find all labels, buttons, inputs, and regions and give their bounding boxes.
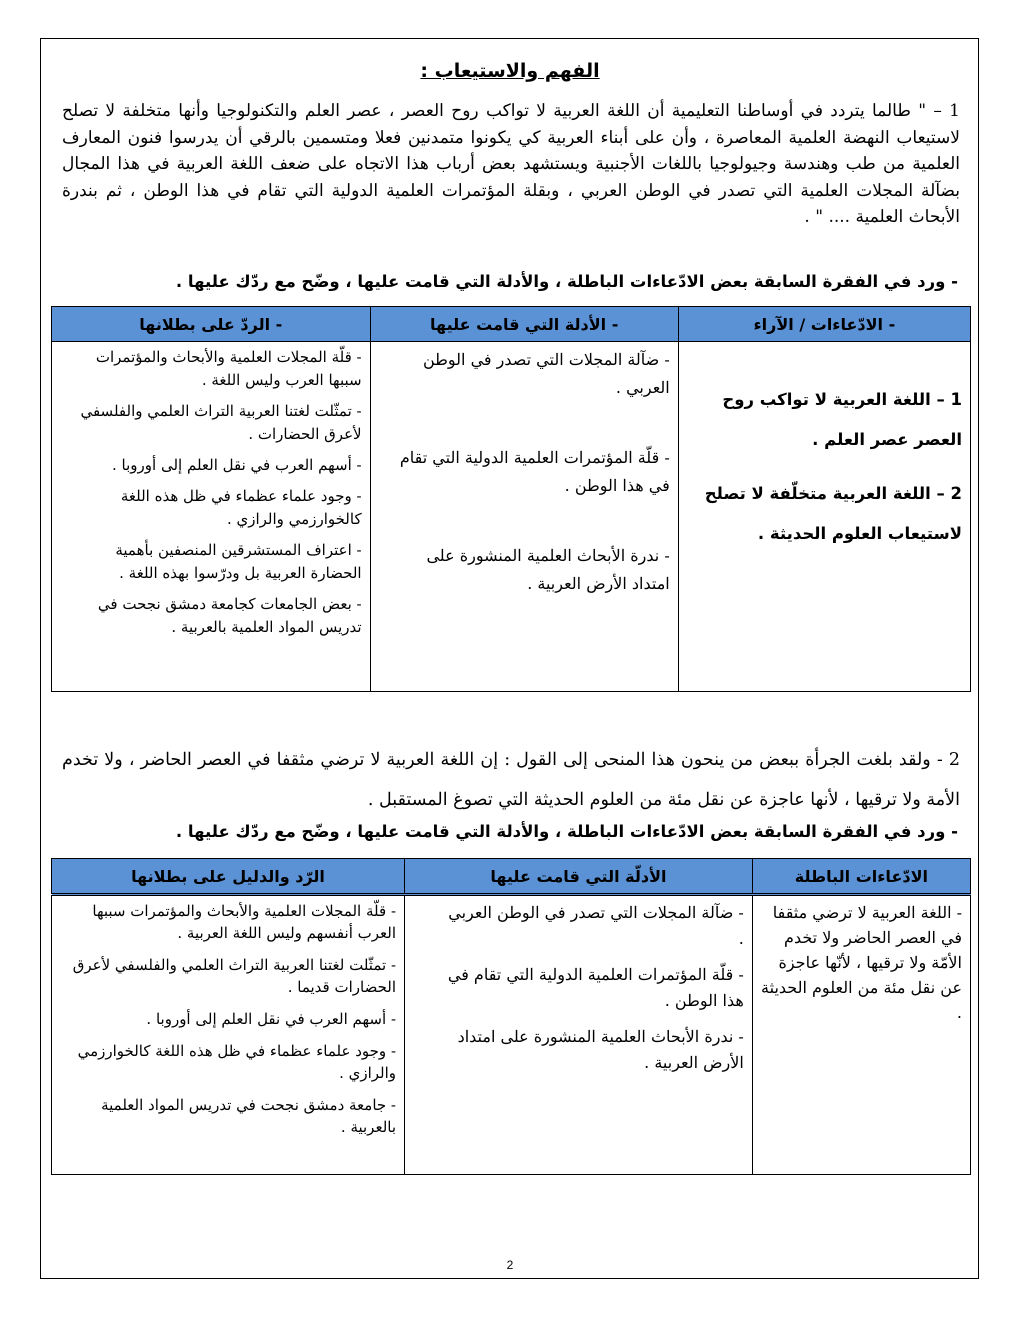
table1-header-claims: - الادّعاءات / الآراء — [678, 307, 970, 342]
table1-rebuttal-item: - وجود علماء عظماء في ظل هذه اللغة كالخوارزمي والرازي . — [120, 487, 362, 528]
table1-rebuttal-item: - أسهم العرب في نقل العلم إلى أوروبا . — [112, 456, 362, 474]
table1-evidence-item: - ندرة الأبحاث العلمية المنشورة على امتداد الأرض العربية . — [426, 546, 670, 593]
table2-rebuttal-item: - جامعة دمشق نجحت في تدريس المواد العلمية بالعربية . — [101, 1096, 397, 1136]
table2-rebuttal-item: - تمثّلت لغتنا العربية التراث العلمي والفلسفي لأعرق الحضارات قديما . — [72, 956, 397, 996]
table1-evidence-item: - ضآلة المجلات التي تصدر في الوطن العربي . — [422, 350, 670, 397]
table1-evidence-item: - قلّة المؤتمرات العلمية الدولية التي تقام في هذا الوطن . — [399, 448, 670, 495]
section-title: الفهم والاستيعاب : — [420, 60, 600, 82]
table2-header-claims: الادّعاءات الباطلة — [752, 859, 970, 895]
table2-header-evidence: الأدلّة التي قامت عليها — [405, 859, 753, 895]
table1-claims-cell — [678, 342, 970, 692]
table2-claims-cell — [752, 895, 970, 1175]
passage-2: 2 - ولقد بلغت الجرأة ببعض من ينحون هذا المنحى إلى القول : إن اللغة العربية لا ترضي مثقفا في العصر الحاضر ، ولا تخدم الأمة ولا ترقيها ، لأنها عاجزة عن نقل مئة من العلوم الحديثة التي تصوغ المستقبل . — [62, 750, 960, 810]
page-number: 2 — [506, 1258, 514, 1272]
table1-rebuttal-item: - قلّة المجلات العلمية والأبحاث والمؤتمرات سببها العرب وليس اللغة . — [95, 348, 362, 389]
table2-evidence-item: - ضآلة المجلات التي تصدر في الوطن العربي . — [448, 903, 744, 948]
table2-rebuttal-item: - قلّة المجلات العلمية والأبحاث والمؤتمرات سببها العرب أنفسهم وليس اللغة العربية . — [92, 902, 397, 942]
table1-claim: 2 – اللغة العربية متخلّفة لا تصلح لاستيعاب العلوم الحديثة . — [704, 484, 962, 543]
table2-evidence-cell — [405, 895, 753, 1175]
passage-1: 1 – " طالما يتردد في أوساطنا التعليمية أن اللغة العربية لا تواكب روح العصر ، عصر العلم والتكنولوجيا وأنها متخلفة لا تصلح لاستيعاب النهضة العلمية المعاصرة ، وأن على أبناء العربية كي يكونوا متمدنين فعلا ومتسمين بالرقي أن يدرسوا فنون المعارف العلمية من طب وهندسة وجيولوجيا باللغات الأجنبية ويستشهد بعض أرباب هذا الاتجاه على ضعف اللغة العربية في هذا المجال بضآلة المجلات العلمية التي تصدر في الوطن العربي ، وبقلة المؤتمرات العلمية الدولية التي تقام في هذا الوطن ، ثم بندرة الأبحاث العلمية .... " . — [62, 101, 960, 227]
table2-rebuttal-item: - وجود علماء عظماء في ظل هذه اللغة كالخوارزمي والرازي . — [77, 1042, 397, 1082]
table1-rebuttal-item: - تمثّلت لغتنا العربية التراث العلمي والفلسفي لأعرق الحضارات . — [80, 402, 362, 443]
question-2: - ورد في الفقرة السابقة بعض الادّعاءات الباطلة ، والأدلة التي قامت عليها ، وضّح مع ردّك عليها . — [175, 822, 958, 841]
table-1 — [51, 306, 971, 692]
table2-evidence-item: - ندرة الأبحاث العلمية المنشورة على امتداد الأرض العربية . — [457, 1027, 744, 1072]
table1-rebuttal-item: - بعض الجامعات كجامعة دمشق نجحت في تدريس المواد العلمية بالعربية . — [97, 595, 362, 636]
table2-claim: - اللغة العربية لا ترضي مثقفا في العصر الحاضر ولا تخدم الأمّة ولا ترقيها ، لأنّها عاجزة عن نقل مئة من العلوم الحديثة . — [761, 903, 962, 1022]
table1-evidence-cell — [370, 342, 678, 692]
table2-rebuttal-cell — [52, 895, 405, 1175]
question-1: - ورد في الفقرة السابقة بعض الادّعاءات الباطلة ، والأدلة التي قامت عليها ، وضّح مع ردّك عليها . — [175, 272, 958, 291]
table1-claim: 1 – اللغة العربية لا تواكب روح العصر عصر العلم . — [722, 390, 962, 449]
table2-evidence-item: - قلّة المؤتمرات العلمية الدولية التي تقام في هذا الوطن . — [447, 965, 744, 1010]
table-2 — [51, 858, 971, 1175]
table2-header-rebuttal: الرّد والدليل على بطلانها — [52, 859, 405, 895]
table1-rebuttal-item: - اعتراف المستشرقين المنصفين بأهمية الحضارة العربية بل ودرّسوا بهذه اللغة . — [115, 541, 362, 582]
table1-header-evidence: - الأدلة التي قامت عليها — [370, 307, 678, 342]
table2-rebuttal-item: - أسهم العرب في نقل العلم إلى أوروبا . — [146, 1010, 397, 1028]
table1-rebuttal-cell — [52, 342, 371, 692]
table1-header-rebuttal: - الردّ على بطلانها — [52, 307, 371, 342]
